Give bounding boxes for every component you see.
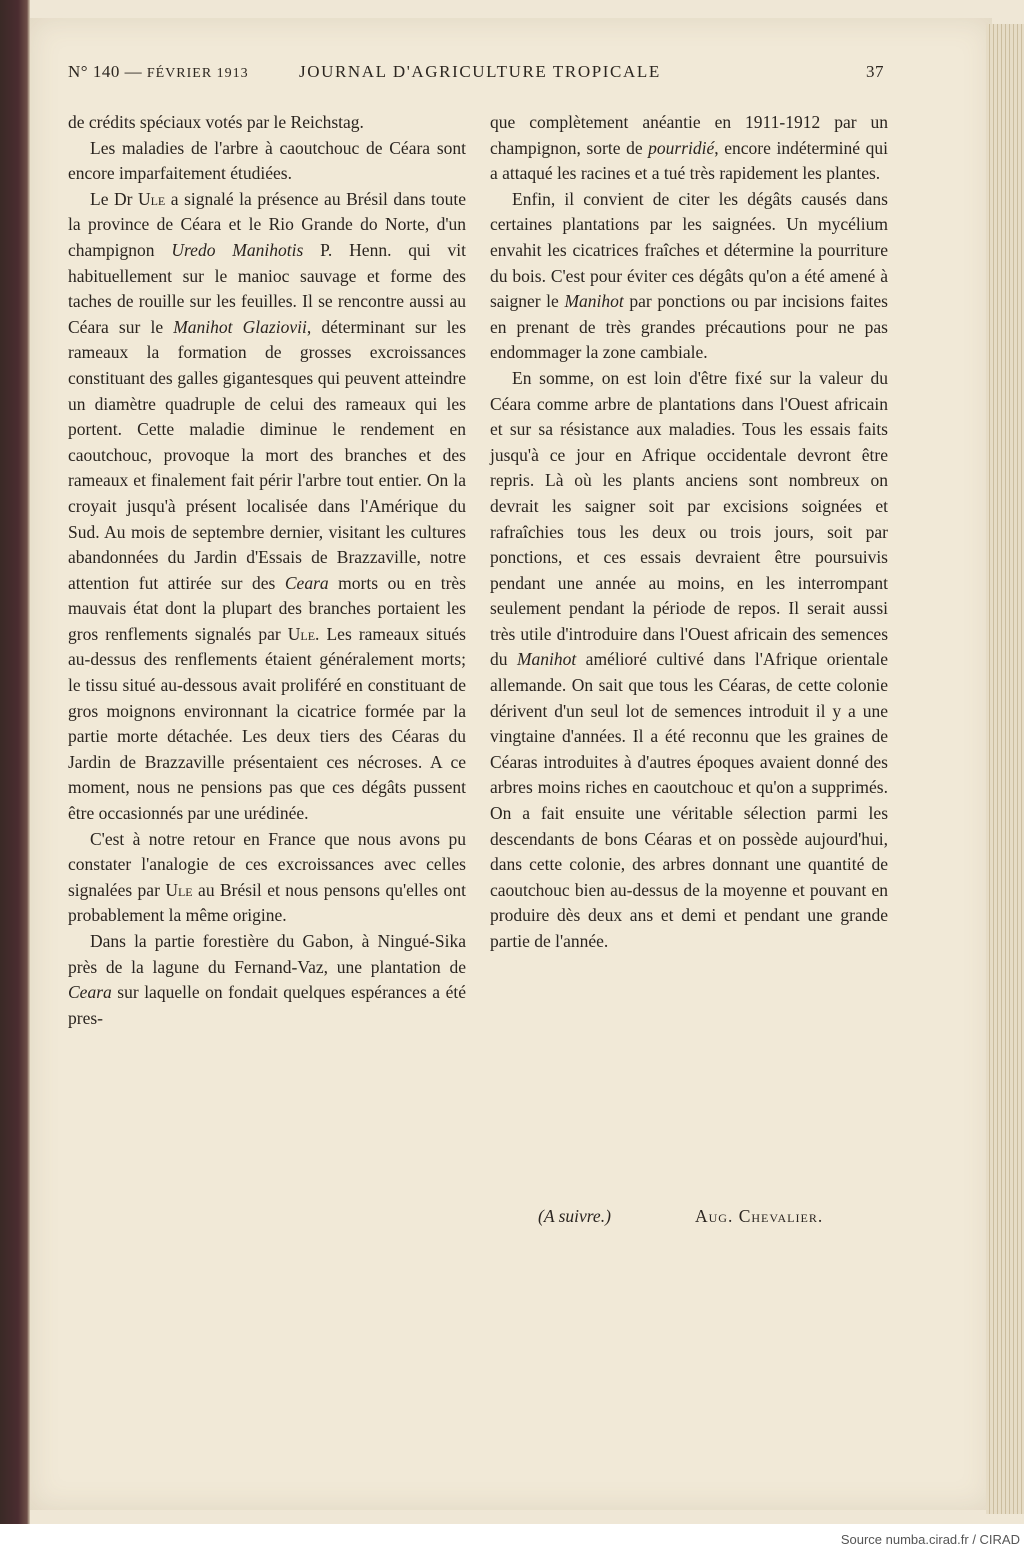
author-name: Ule (165, 879, 193, 900)
author-signature: Aug. Chevalier. (695, 1206, 824, 1226)
book-binding (0, 0, 30, 1524)
paragraph: Les maladies de l'arbre à caoutchouc de Céara sont encore imparfaitement étudiées. (68, 137, 466, 184)
journal-title: JOURNAL D'AGRICULTURE TROPICALE (299, 62, 661, 81)
header-dash: — (124, 62, 143, 81)
page-edges (986, 24, 1024, 1514)
page-number: 37 (866, 62, 884, 81)
paragraph: Le Dr Ule a signalé la présence au Brésil dans toute la province de Céara et le Rio Grande do Norte, d'un champignon Uredo Manihotis P. Henn. qui vit habituellement sur le manioc sauvage et forme des taches de rouille sur les feuilles. Il se rencontre aussi au Céara sur le Manihot Glaziovii, déterminant sur les rameaux la formation de grosses excroissances constituant des galles gigantesques qui peuvent atteindre un diamètre quadruple de celui des rameaux qui les portent. Cette maladie diminue le rendement en caoutchouc, provoque la mort des branches et des rameaux et finalement fait périr l'arbre tout entier. On la croyait jusqu'à présent localisée dans l'Amérique du Sud. Au mois de septembre dernier, visitant les cultures abandonnées du Jardin d'Essais de Brazzaville, notre attention fut attirée sur des Ceara morts ou en très mauvais état dont la plupart des branches portaient les gros renflements signalés par Ule. Les rameaux situés au-dessus des renflements étaient généralement morts; le tissu situé au-dessous avait proliféré en constituant de gros moignons environnant la cicatrice formée par la partie morte détachée. Les deux tiers des Céaras du Jardin de Brazzaville présentaient ces nécroses. A ce moment, nous ne pensions pas que ces dégâts pussent être occasionnés par une urédinée. (68, 188, 467, 824)
species-name: Uredo Manihotis (171, 239, 304, 260)
issue-info (68, 62, 249, 82)
running-header (68, 62, 884, 92)
author-name: Ule (137, 188, 166, 209)
issue-month: FÉVRIER 1913 (146, 66, 249, 81)
paragraph: que complètement anéantie en 1911-1912 par un champignon, sorte de pourridié, encore indéterminé qui a attaqué les racines et a tué très rapidement les plantes. (490, 112, 888, 184)
paragraph: de crédits spéciaux votés par le Reichstag. (68, 112, 364, 132)
author-name: Ule (287, 623, 316, 644)
paragraph: C'est à notre retour en France que nous avons pu constater l'analogie de ces excroissances avec celles signalées par Ule au Brésil et nous pensons qu'elles ont probablement la même origine. (68, 828, 467, 926)
right-column (490, 110, 888, 955)
continued-note: (A suivre.) (538, 1206, 611, 1226)
species-name: Manihot Glaziovii (173, 316, 307, 337)
paragraph: Enfin, il convient de citer les dégâts causés dans certaines plantations par les saignées. Un mycélium envahit les cicatrices fraîches et détermine la pourriture du bois. C'est pour éviter ces dégâts qu'on a été amené à saigner le Manihot par ponctions ou par incisions faites en prenant de très grandes précautions pour ne pas endommager la zone cambiale. (490, 188, 888, 363)
species-name: Manihot (564, 291, 624, 312)
source-credit: Source numba.cirad.fr / CIRAD (840, 1532, 1020, 1547)
left-column (68, 110, 466, 1031)
emphasis: pourridié (648, 137, 715, 158)
paragraph: Dans la partie forestière du Gabon, à Ningué-Sika près de la lagune du Fernand-Vaz, une plantation de Ceara sur laquelle on fondait quelques espérances a été pres- (68, 931, 466, 1028)
issue-number: N° 140 (68, 62, 120, 81)
species-name: Manihot (516, 649, 577, 670)
paragraph: En somme, on est loin d'être fixé sur la valeur du Céara comme arbre de plantations dans l'Ouest africain et sur sa résistance aux maladies. Tous les essais faits jusqu'à ce jour en Afrique occidentale devront être repris. Là où les plants anciens sont nombreux on devrait les saigner soit par excisions soignées et rafraîchies tous les deux ou trois jours, soit par ponctions, et ces essais devraient être poursuivis pendant une année au moins, en les interrompant seulement pendant la période de repos. Il serait aussi très utile d'introduire dans l'Ouest africain des semences du Manihot amélioré cultivé dans l'Afrique orientale allemande. On sait que tous les Céaras, de cette colonie dérivent d'un seul lot de semences introduit il y a une vingtaine d'années. Il a été reconnu que les graines de Céaras introduites à d'autres époques avaient donné des arbres moins riches en caoutchouc et qu'on a supprimés. On a fait ensuite une véritable sélection parmi les descendants de bons Céaras et on possède aujourd'hui, dans cette colonie, des arbres donnant une quantité de caoutchouc bien au-dessus de la moyenne et pouvant en produire dès deux ans et demi et pendant une grande partie de l'année. (490, 367, 888, 951)
species-name: Ceara (284, 572, 329, 593)
species-name: Ceara (68, 982, 112, 1003)
